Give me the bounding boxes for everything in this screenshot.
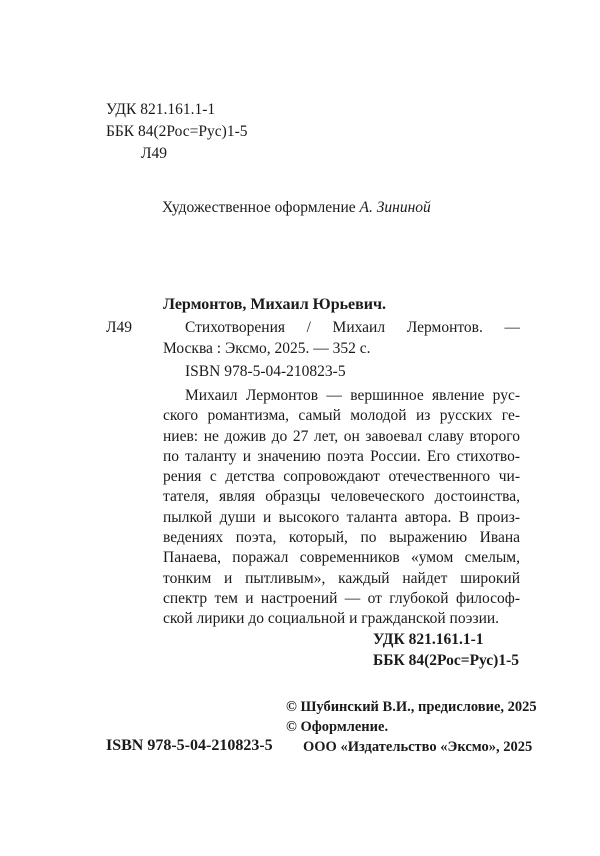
- annotation-line: ниев: не дожив до 27 лет, он завоевал славу второго: [163, 427, 520, 445]
- author-code-top: Л49: [141, 145, 168, 162]
- isbn-bottom: ISBN 978-5-04-210823-5: [106, 737, 273, 754]
- entry-code: Л49: [106, 319, 133, 336]
- annotation-line: тонким и пытливым», каждый найдет широкий: [163, 569, 520, 587]
- copyright-line3: ООО «Издательство «Эксмо», 2025: [303, 739, 533, 755]
- udk-bottom: УДК 821.161.1-1: [373, 631, 484, 648]
- annotation-line: спектр тем и настроений — от глубокой философ-: [163, 589, 520, 607]
- entry-title-line2: Москва : Эксмо, 2025. — 352 с.: [163, 340, 371, 357]
- annotation-line: пылкой души и высокого таланта автора. В произ-: [163, 508, 520, 526]
- annotation-line: Михаил Лермонтов — вершинное явление рус-: [185, 387, 520, 404]
- annotation-line: ской лирики до социальной и гражданской поэзии.: [163, 610, 500, 628]
- copyright-line2: © Оформление.: [286, 719, 389, 735]
- art-design-label: Художественное оформление: [162, 199, 356, 216]
- entry-title-line1: Стихотворения / Михаил Лермонтов. —: [185, 319, 520, 336]
- annotation-line: по таланту и значению поэта России. Его стихотво-: [163, 447, 520, 465]
- entry-isbn: ISBN 978-5-04-210823-5: [185, 363, 346, 380]
- entry-author: Лермонтов, Михаил Юрьевич.: [163, 296, 387, 313]
- annotation-line: ведениях поэта, который, по выражению Ивана: [163, 529, 520, 547]
- bbk-top: ББК 84(2Рос=Рус)1-5: [106, 123, 248, 140]
- annotation-line: тателя, являя образцы человеческого достоинства,: [163, 488, 520, 506]
- bbk-bottom: ББК 84(2Рос=Рус)1-5: [373, 652, 520, 669]
- art-design-credit: [162, 198, 431, 218]
- copyright-line1: © Шубинский В.И., предисловие, 2025: [286, 699, 537, 715]
- udk-top: УДК 821.161.1-1: [106, 101, 216, 118]
- annotation-line: рения с детства сопровождают отечественного чи-: [163, 468, 520, 486]
- annotation-line: ского романтизма, самый молодой из русских ге-: [163, 407, 520, 425]
- annotation-line: Панаева, поражал современников «умом смелым,: [163, 549, 520, 567]
- art-design-name: А. Зининой: [359, 199, 431, 216]
- annotation-paragraph: [163, 386, 520, 630]
